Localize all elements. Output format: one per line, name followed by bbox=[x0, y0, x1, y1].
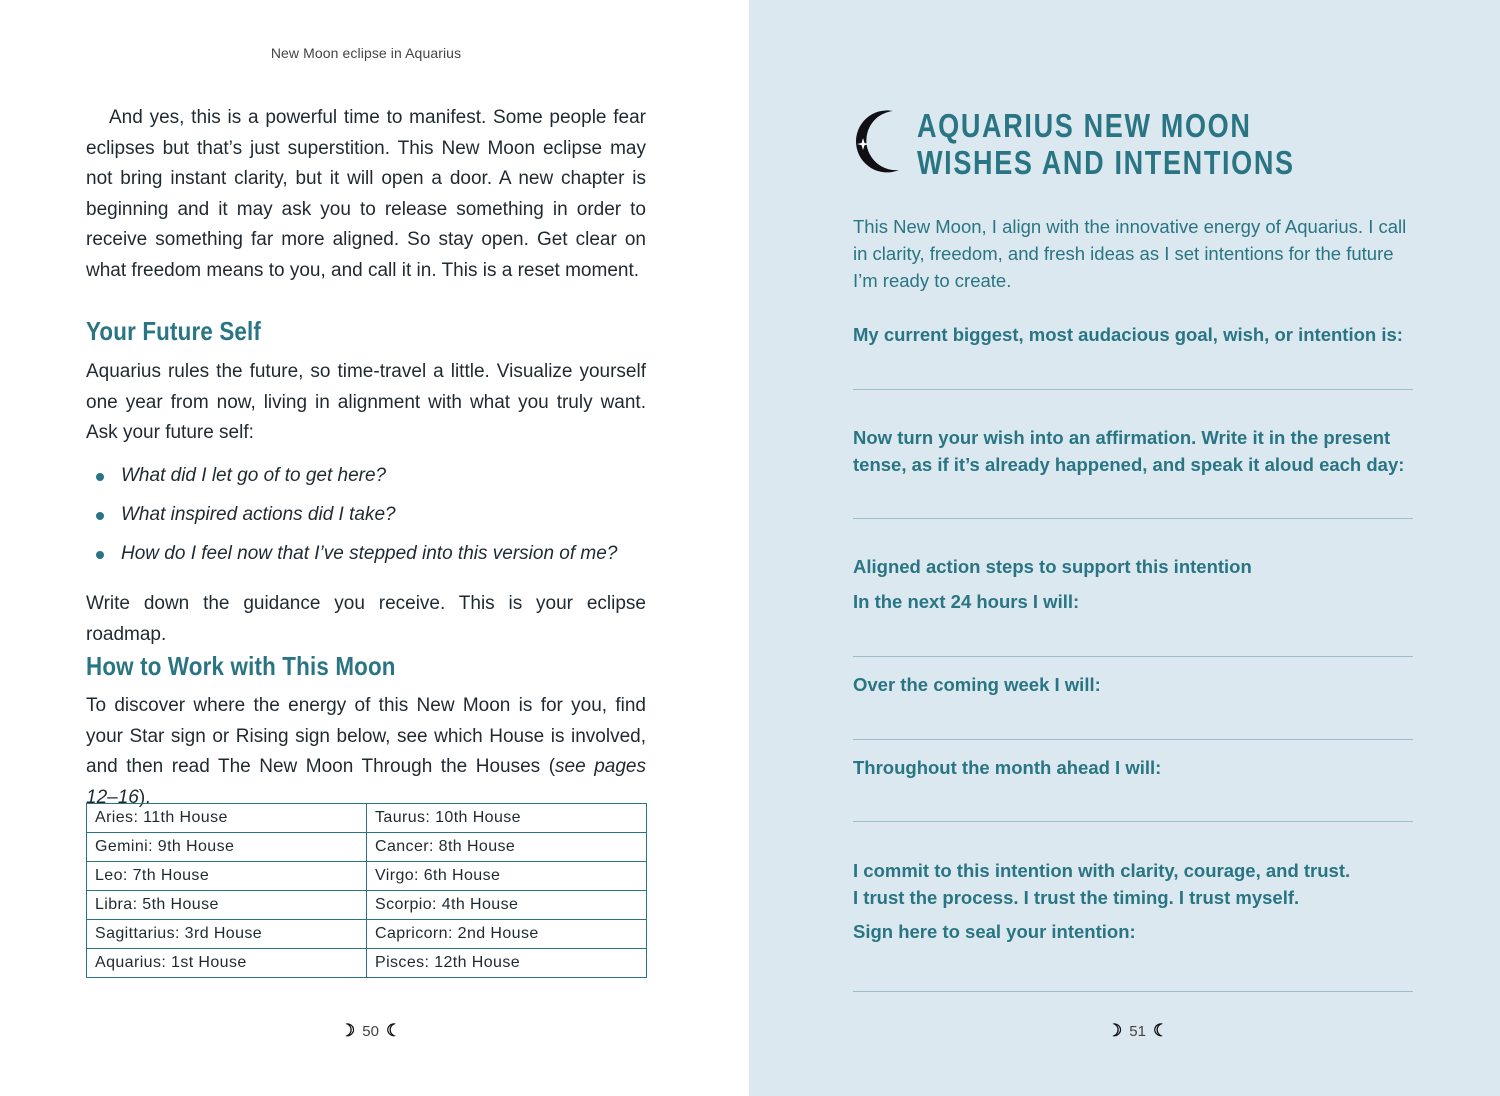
table-cell: Gemini: 9th House bbox=[87, 833, 367, 862]
table-row bbox=[87, 833, 647, 862]
waxing-crescent-icon: ☾ bbox=[1152, 1021, 1169, 1040]
waning-crescent-icon: ☽ bbox=[1107, 1021, 1123, 1040]
affirmation-prompt: Now turn your wish into an affirmation. Write it in the present tense, as if it’s already happened, and speak it aloud each day: bbox=[853, 427, 1405, 475]
table-row bbox=[87, 804, 647, 833]
question-item: How do I feel now that I’ve stepped into this version of me? bbox=[94, 542, 654, 581]
table-cell: Pisces: 12th House bbox=[367, 949, 647, 978]
page-number-left: ☽ 50 ☾ bbox=[340, 1021, 402, 1040]
table-cell: Aquarius: 1st House bbox=[87, 949, 367, 978]
table-cell: Libra: 5th House bbox=[87, 891, 367, 920]
goal-prompt: My current biggest, most audacious goal, wish, or intention is: bbox=[853, 324, 1403, 345]
coming-week-write-line[interactable] bbox=[853, 739, 1413, 740]
page-title: AQUARIUS NEW MOON WISHES AND INTENTIONS bbox=[917, 107, 1295, 181]
work-paragraph: To discover where the energy of this New Moon is for you, find your Star sign or Rising sign below, see which House is involved, and then read The New Moon Through the Houses (see pages 12–16). bbox=[86, 695, 646, 808]
table-cell: Cancer: 8th House bbox=[367, 833, 647, 862]
sign-prompt: Sign here to seal your intention: bbox=[853, 921, 1136, 942]
table-cell: Scorpio: 4th House bbox=[367, 891, 647, 920]
running-head: New Moon eclipse in Aquarius bbox=[270, 45, 462, 61]
table-cell: Aries: 11th House bbox=[87, 804, 367, 833]
question-item: What did I let go of to get here? bbox=[94, 464, 654, 503]
waning-crescent-icon: ☽ bbox=[340, 1021, 356, 1040]
action-steps-heading: Aligned action steps to support this intention bbox=[853, 556, 1252, 577]
question-item: What inspired actions did I take? bbox=[94, 503, 654, 542]
table-cell: Leo: 7th House bbox=[87, 862, 367, 891]
houses-table bbox=[86, 803, 647, 978]
signature-write-line[interactable] bbox=[853, 991, 1413, 992]
future-self-paragraph: Aquarius rules the future, so time-travel a little. Visualize yourself one year from now, living in alignment with what you truly want. Ask your future self: bbox=[86, 361, 646, 443]
guidance-paragraph: Write down the guidance you receive. This is your eclipse roadmap. bbox=[86, 593, 646, 645]
affirmation-write-line[interactable] bbox=[853, 518, 1413, 519]
intro-paragraph: And yes, this is a powerful time to manifest. Some people fear eclipses but that’s just superstition. This New Moon eclipse may not bring instant clarity, but it will open a door. A new chapter is beginning and it may ask you to release something in order to receive something far more aligned. So stay open. Get clear on what freedom means to you, and call it in. This is a reset moment. bbox=[86, 107, 646, 281]
future-self-questions bbox=[94, 464, 654, 581]
commitment-statement: I commit to this intention with clarity, courage, and trust. I trust the process. I trust the timing. I trust myself. bbox=[853, 860, 1351, 908]
next-24-hours-prompt: In the next 24 hours I will: bbox=[853, 591, 1080, 612]
table-row bbox=[87, 949, 647, 978]
crescent-moon-with-star-icon bbox=[853, 108, 917, 174]
table-cell: Sagittarius: 3rd House bbox=[87, 920, 367, 949]
goal-write-line[interactable] bbox=[853, 389, 1413, 390]
month-ahead-prompt: Throughout the month ahead I will: bbox=[853, 757, 1162, 778]
table-row bbox=[87, 920, 647, 949]
table-cell: Taurus: 10th House bbox=[367, 804, 647, 833]
waxing-crescent-icon: ☾ bbox=[385, 1021, 402, 1040]
bullet-dot-icon bbox=[96, 512, 104, 520]
table-cell: Virgo: 6th House bbox=[367, 862, 647, 891]
table-cell: Capricorn: 2nd House bbox=[367, 920, 647, 949]
page-number-right: ☽ 51 ☾ bbox=[1107, 1021, 1169, 1040]
bullet-dot-icon bbox=[96, 551, 104, 559]
future-self-heading: Your Future Self bbox=[86, 316, 262, 346]
table-row bbox=[87, 891, 647, 920]
page-reference: see pages 12–16 bbox=[86, 756, 646, 808]
table-row bbox=[87, 862, 647, 891]
next-24-hours-write-line[interactable] bbox=[853, 656, 1413, 657]
bullet-dot-icon bbox=[96, 473, 104, 481]
month-ahead-write-line[interactable] bbox=[853, 821, 1413, 822]
coming-week-prompt: Over the coming week I will: bbox=[853, 674, 1101, 695]
intro-statement: This New Moon, I align with the innovative energy of Aquarius. I call in clarity, freedom, and fresh ideas as I set intentions for the future I’m ready to create. bbox=[853, 216, 1407, 291]
work-heading: How to Work with This Moon bbox=[86, 651, 396, 681]
